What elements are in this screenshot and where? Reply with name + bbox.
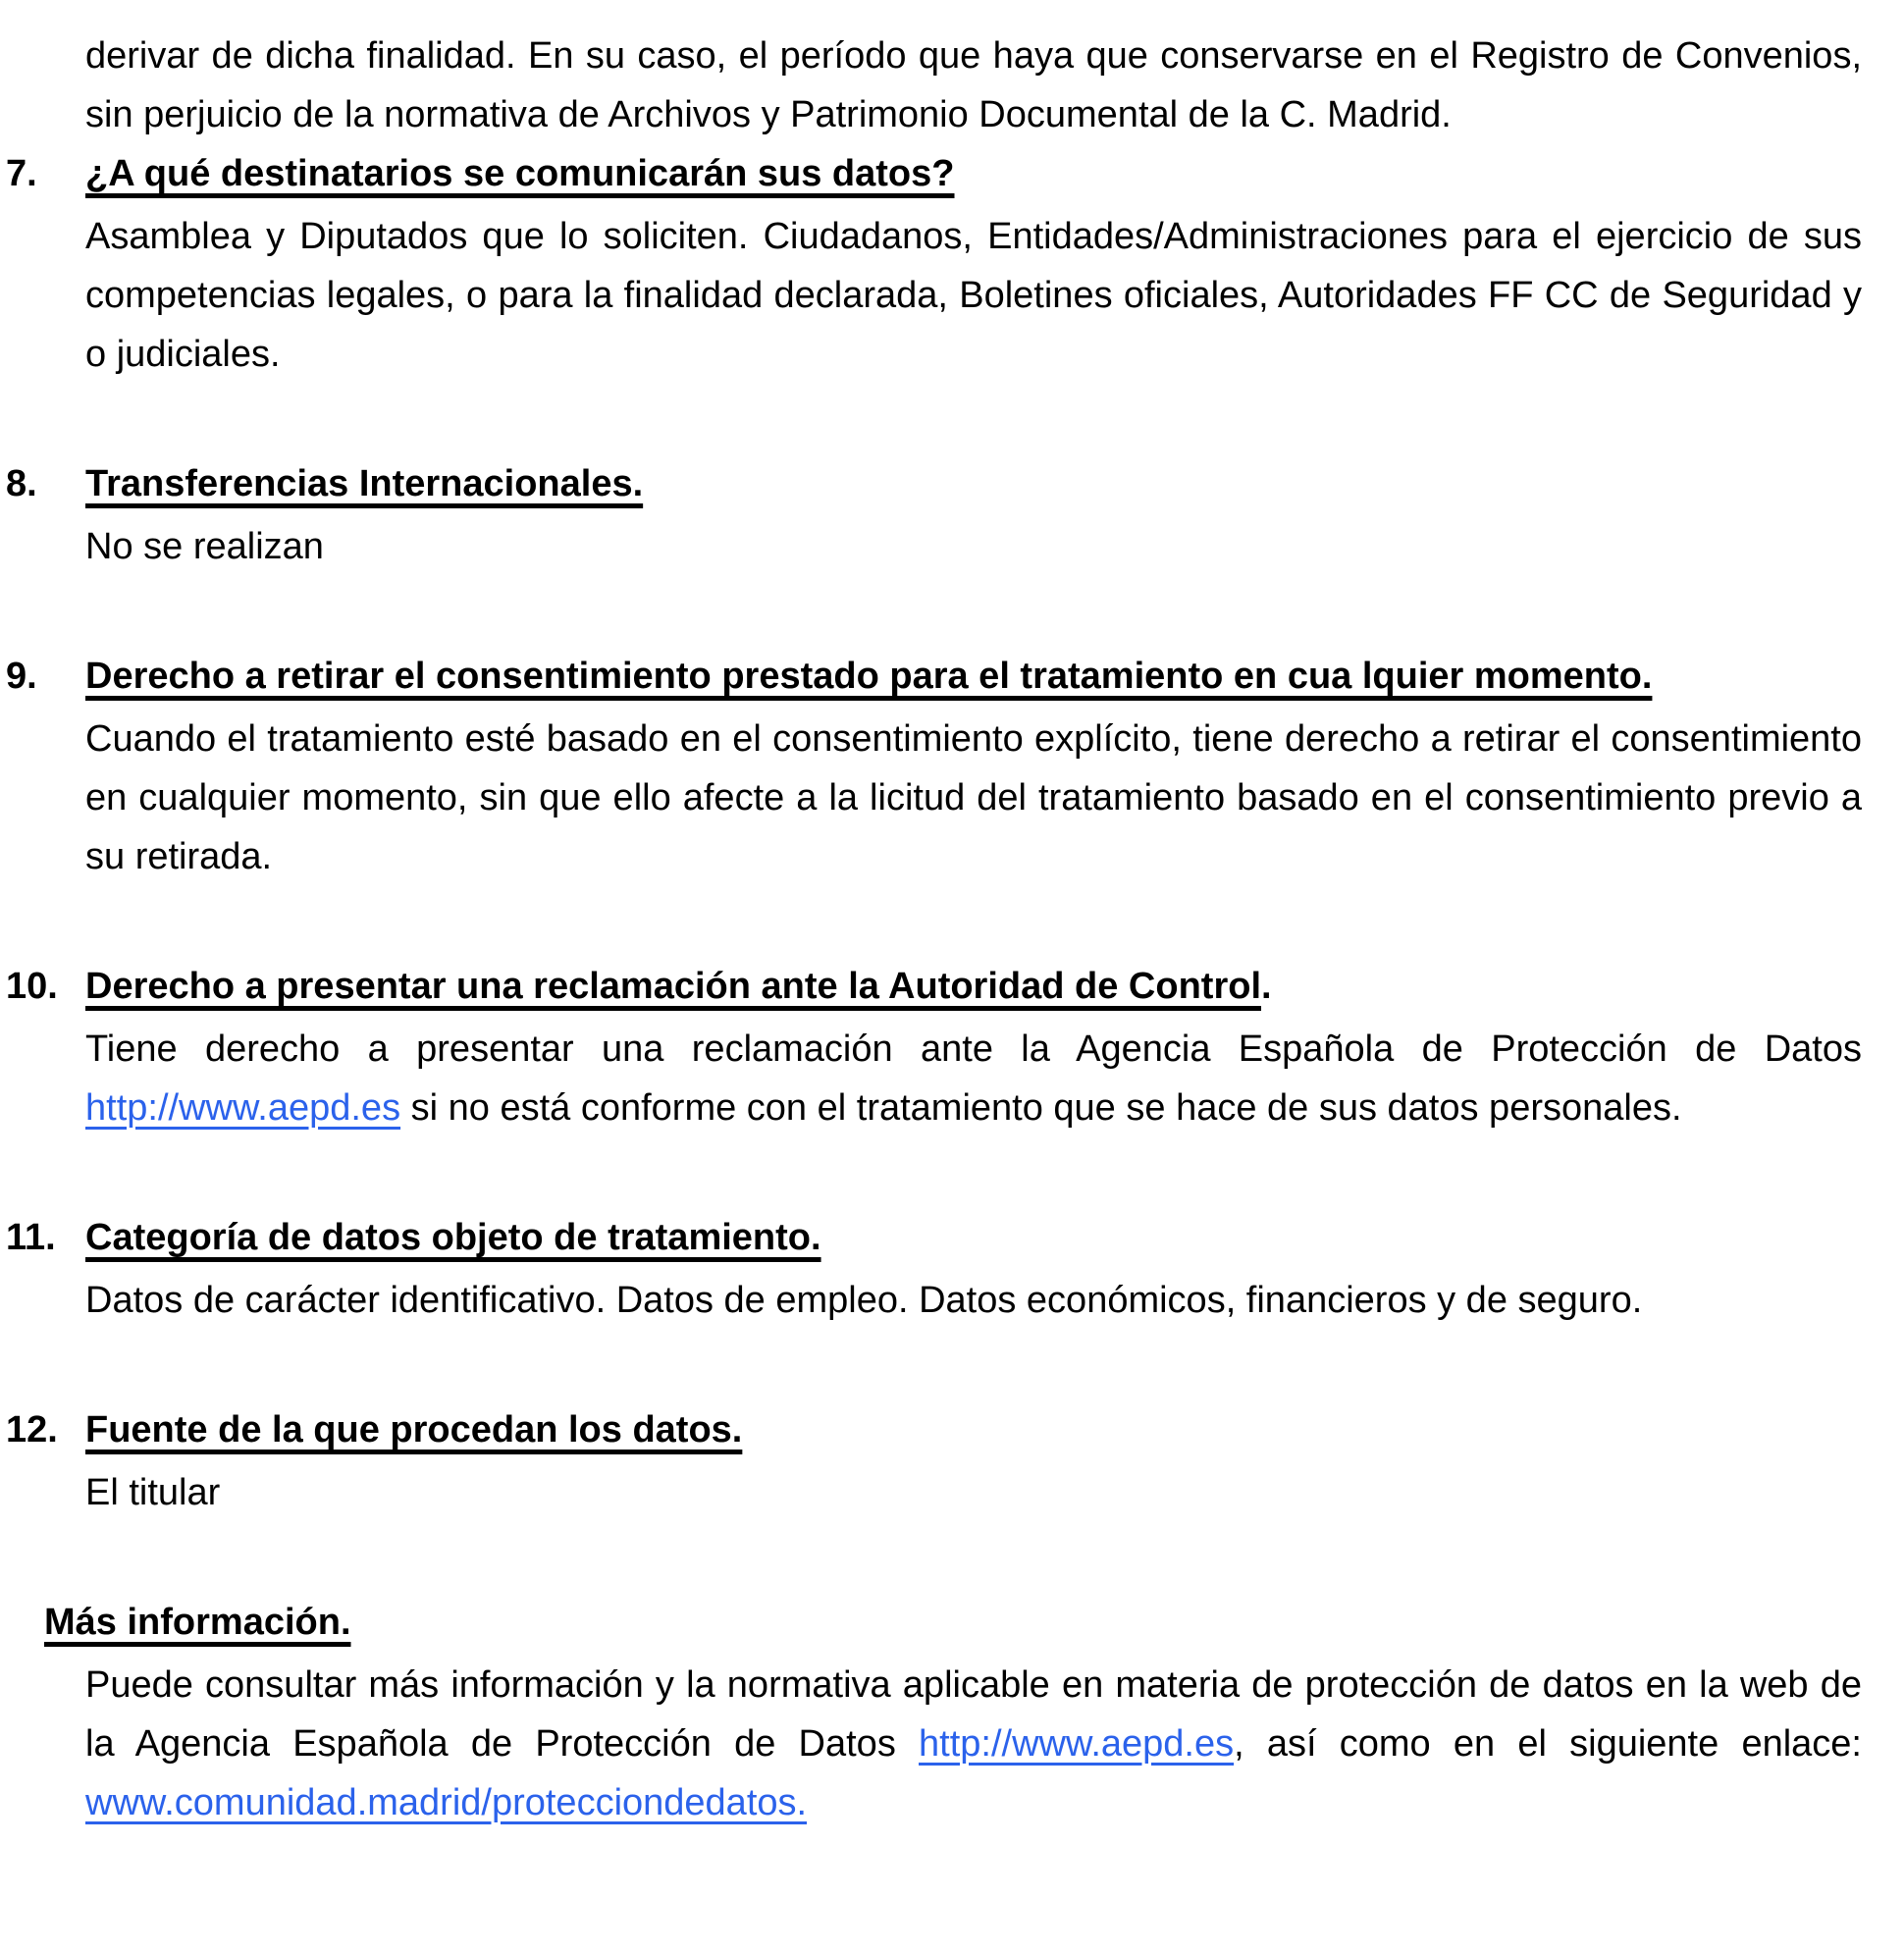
- text-segment: El titular: [85, 1472, 221, 1513]
- item-body: [85, 1271, 1862, 1330]
- item-number: 12.: [6, 1409, 58, 1450]
- item-number: 9.: [6, 656, 37, 697]
- item-heading-suffix: .: [1261, 966, 1272, 1007]
- list-item-7: [6, 144, 1862, 384]
- item-body: [85, 1463, 1862, 1522]
- item-number: 11.: [6, 1217, 56, 1258]
- text-segment: Puede consultar más información y la normativa aplicable en materia de protección de datos en la web de la Agencia Española de Protección de Datos: [85, 1664, 1862, 1765]
- item-content: [85, 957, 1862, 1137]
- more-info-heading: [44, 1593, 1862, 1652]
- item-content: [85, 144, 1862, 384]
- item-heading-text: Fuente de la que procedan los datos.: [85, 1409, 743, 1450]
- item-content: [85, 647, 1862, 886]
- text-segment: derivar de dicha finalidad. En su caso, el período que haya que conservarse en el Registro de Convenios, sin perjuicio de la normativa de Archivos y Patrimonio Documental de la C. Madrid.: [85, 35, 1862, 135]
- item-heading-text: Derecho a retirar el consentimiento prestado para el tratamiento en cua lquier momento.: [85, 656, 1653, 697]
- item-number: 10.: [6, 966, 58, 1007]
- item-heading: [85, 647, 1862, 706]
- intro-paragraph: [85, 26, 1862, 144]
- text-segment: No se realizan: [85, 526, 324, 567]
- item-body: [85, 710, 1862, 886]
- item-content: [85, 1208, 1862, 1330]
- more-info-heading-text: Más información.: [44, 1602, 351, 1643]
- list-item-8: [6, 454, 1862, 576]
- text-segment: Asamblea y Diputados que lo soliciten. Ciudadanos, Entidades/Administraciones para el ejercicio de sus competencias legales, o para la finalidad declarada, Boletines oficiales, Autoridades FF CC de Seguridad y o judiciales.: [85, 216, 1862, 375]
- text-segment: Datos de carácter identificativo. Datos de empleo. Datos económicos, financieros y de seguro.: [85, 1280, 1643, 1321]
- item-content: [85, 1400, 1862, 1522]
- item-body: [85, 517, 1862, 576]
- text-segment: Tiene derecho a presentar una reclamación ante la Agencia Española de Protección de Datos: [85, 1028, 1862, 1070]
- text-segment: Cuando el tratamiento esté basado en el consentimiento explícito, tiene derecho a retirar el consentimiento en cualquier momento, sin que ello afecte a la licitud del tratamiento basado en el consentimiento previo a su retirada.: [85, 718, 1862, 877]
- item-heading-text: ¿A qué destinatarios se comunicarán sus datos?: [85, 153, 955, 194]
- item-heading: [85, 1400, 1862, 1459]
- item-heading: [85, 454, 1862, 513]
- item-heading-text: Categoría de datos objeto de tratamiento.: [85, 1217, 821, 1258]
- hyperlink[interactable]: http://www.aepd.es: [919, 1723, 1235, 1765]
- list-item-12: [6, 1400, 1862, 1522]
- item-number: 7.: [6, 153, 37, 194]
- item-content: [85, 454, 1862, 576]
- item-body: [85, 207, 1862, 384]
- more-info-body: [85, 1656, 1862, 1832]
- text-segment: si no está conforme con el tratamiento que se hace de sus datos personales.: [400, 1087, 1682, 1129]
- text-segment: , así como en el siguiente enlace:: [1234, 1723, 1862, 1765]
- list-item-9: [6, 647, 1862, 886]
- item-heading-text: Transferencias Internacionales.: [85, 463, 644, 504]
- item-heading: [85, 1208, 1862, 1267]
- item-body: [85, 1020, 1862, 1137]
- list-item-11: [6, 1208, 1862, 1330]
- item-heading: [85, 144, 1862, 203]
- more-info-section: [6, 1593, 1862, 1832]
- list-item-10: [6, 957, 1862, 1137]
- hyperlink[interactable]: www.comunidad.madrid/protecciondedatos.: [85, 1782, 808, 1823]
- item-heading-text: Derecho a presentar una reclamación ante la Autoridad de Control: [85, 966, 1262, 1007]
- item-number: 8.: [6, 463, 37, 504]
- item-heading: [85, 957, 1862, 1016]
- hyperlink[interactable]: http://www.aepd.es: [85, 1087, 401, 1129]
